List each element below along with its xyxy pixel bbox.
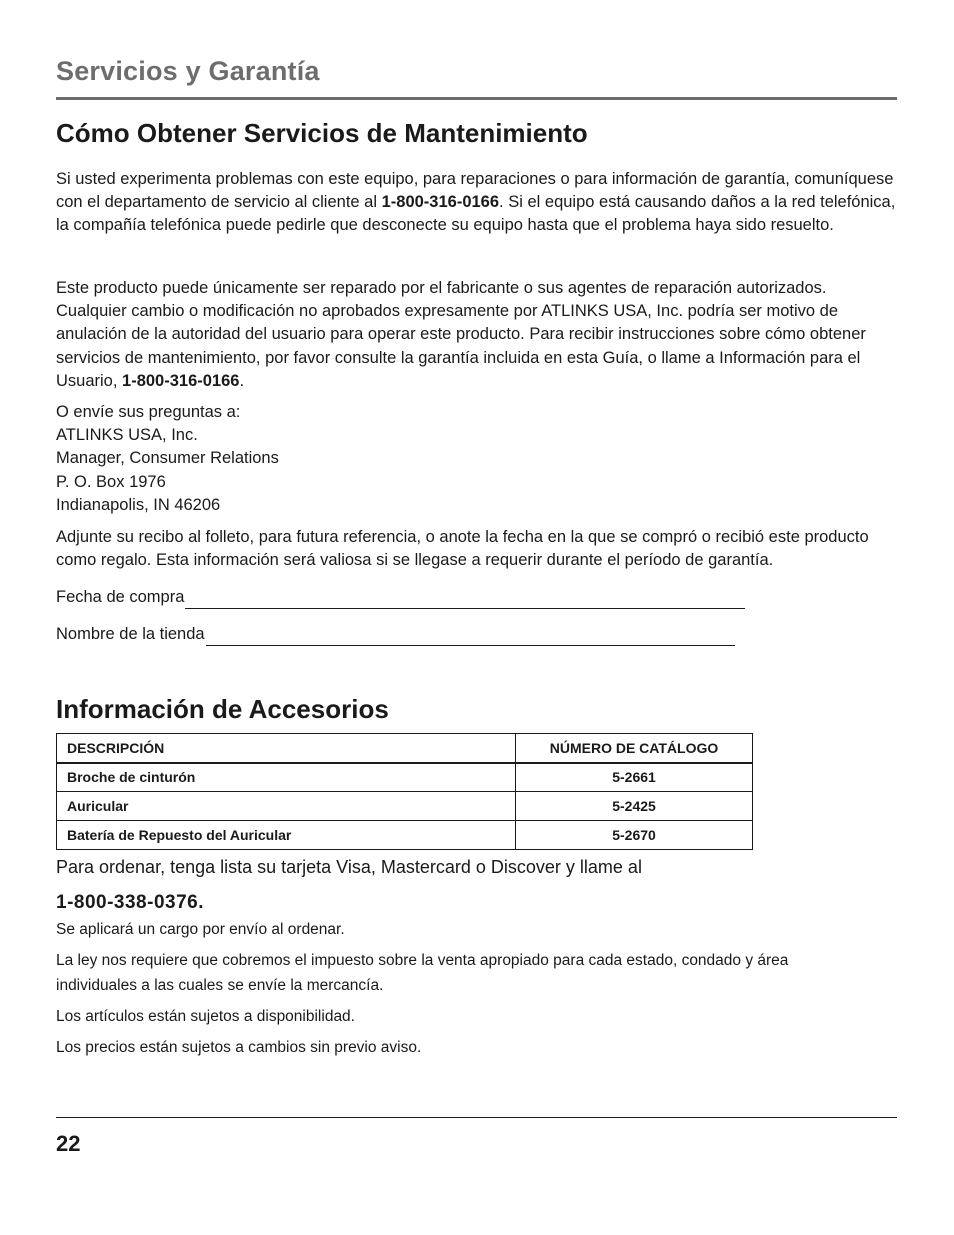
store-name-field: [56, 623, 735, 646]
table-row: [57, 763, 753, 792]
order-instructions: Para ordenar, tenga lista su tarjeta Visa, Mastercard o Discover y llame al: [56, 857, 642, 877]
accessories-heading: Información de Accesorios: [56, 694, 389, 724]
accessory-description: Batería de Repuesto del Auricular: [57, 821, 516, 850]
tax-note: La ley nos requiere que cobremos el impuesto sobre la venta apropiado para cada estado, condado y área individuales a las cuales se envíe la mercancía.: [56, 952, 789, 994]
address-line: P. O. Box 1976: [56, 472, 166, 491]
purchase-date-label: Fecha de compra: [56, 588, 185, 606]
column-header-catalog-number: NÚMERO DE CATÁLOGO: [516, 734, 753, 763]
accessory-catalog-number: 5-2661: [516, 763, 753, 792]
address-line: Indianapolis, IN 46206: [56, 495, 221, 514]
accessory-catalog-number: 5-2425: [516, 792, 753, 821]
address-line: Manager, Consumer Relations: [56, 449, 279, 468]
accessory-description: Broche de cinturón: [57, 763, 516, 792]
table-row: [57, 821, 753, 850]
service-paragraph-3: Adjunte su recibo al folleto, para futura referencia, o anote la fecha en la que se compró o recibió este producto como regalo. Esta información será valiosa si se llegase a requerir durante el período de garantía.: [56, 528, 869, 570]
service-paragraph-1: Si usted experimenta problemas con este equipo, para reparaciones o para información de garantía, comuníquese con el departamento de servicio al cliente al 1-800-316-0166. Si el equipo está causando daños a la red telefónica, la compañía telefónica puede pedirle que desconecte su equipo hasta que el problema haya sido resuelto.: [56, 170, 896, 235]
accessories-table: [56, 733, 753, 850]
store-name-label: Nombre de la tienda: [56, 625, 205, 643]
user-info-phone: 1-800-316-0166: [122, 371, 240, 390]
column-header-description: DESCRIPCIÓN: [57, 734, 516, 763]
availability-note: Los artículos están sujetos a disponibilidad.: [56, 1008, 355, 1025]
footer-divider: [56, 1117, 897, 1118]
price-note: Los precios están sujetos a cambios sin previo aviso.: [56, 1039, 422, 1056]
address-line: ATLINKS USA, Inc.: [56, 426, 198, 445]
accessory-catalog-number: 5-2670: [516, 821, 753, 850]
accessory-description: Auricular: [57, 792, 516, 821]
service-heading: Cómo Obtener Servicios de Mantenimiento: [56, 118, 588, 148]
header-divider: [56, 97, 897, 100]
mailing-address: [56, 401, 897, 517]
table-header-row: [57, 734, 753, 763]
table-row: [57, 792, 753, 821]
page-number: 22: [56, 1131, 81, 1156]
order-phone: 1-800-338-0376.: [56, 892, 204, 913]
address-intro: O envíe sus preguntas a:: [56, 403, 241, 421]
store-name-blank: [206, 629, 735, 646]
service-paragraph-2: Este producto puede únicamente ser reparado por el fabricante o sus agentes de reparación autorizados. Cualquier cambio o modificación no aprobados expresamente por ATLINKS USA, Inc. podría ser motivo de anulación de la autoridad del usuario para operar este producto. Para recibir instrucciones sobre cómo obtener servicios de mantenimiento, por favor consulte la garantía incluida en esta Guía, o llame a Información para el Usuario, 1-800-316-0166.: [56, 279, 866, 390]
page-header-title: Servicios y Garantía: [56, 56, 320, 86]
service-phone: 1-800-316-0166: [381, 193, 500, 212]
purchase-date-blank: [185, 592, 745, 609]
shipping-note: Se aplicará un cargo por envío al ordenar.: [56, 921, 345, 938]
purchase-date-field: [56, 586, 745, 609]
